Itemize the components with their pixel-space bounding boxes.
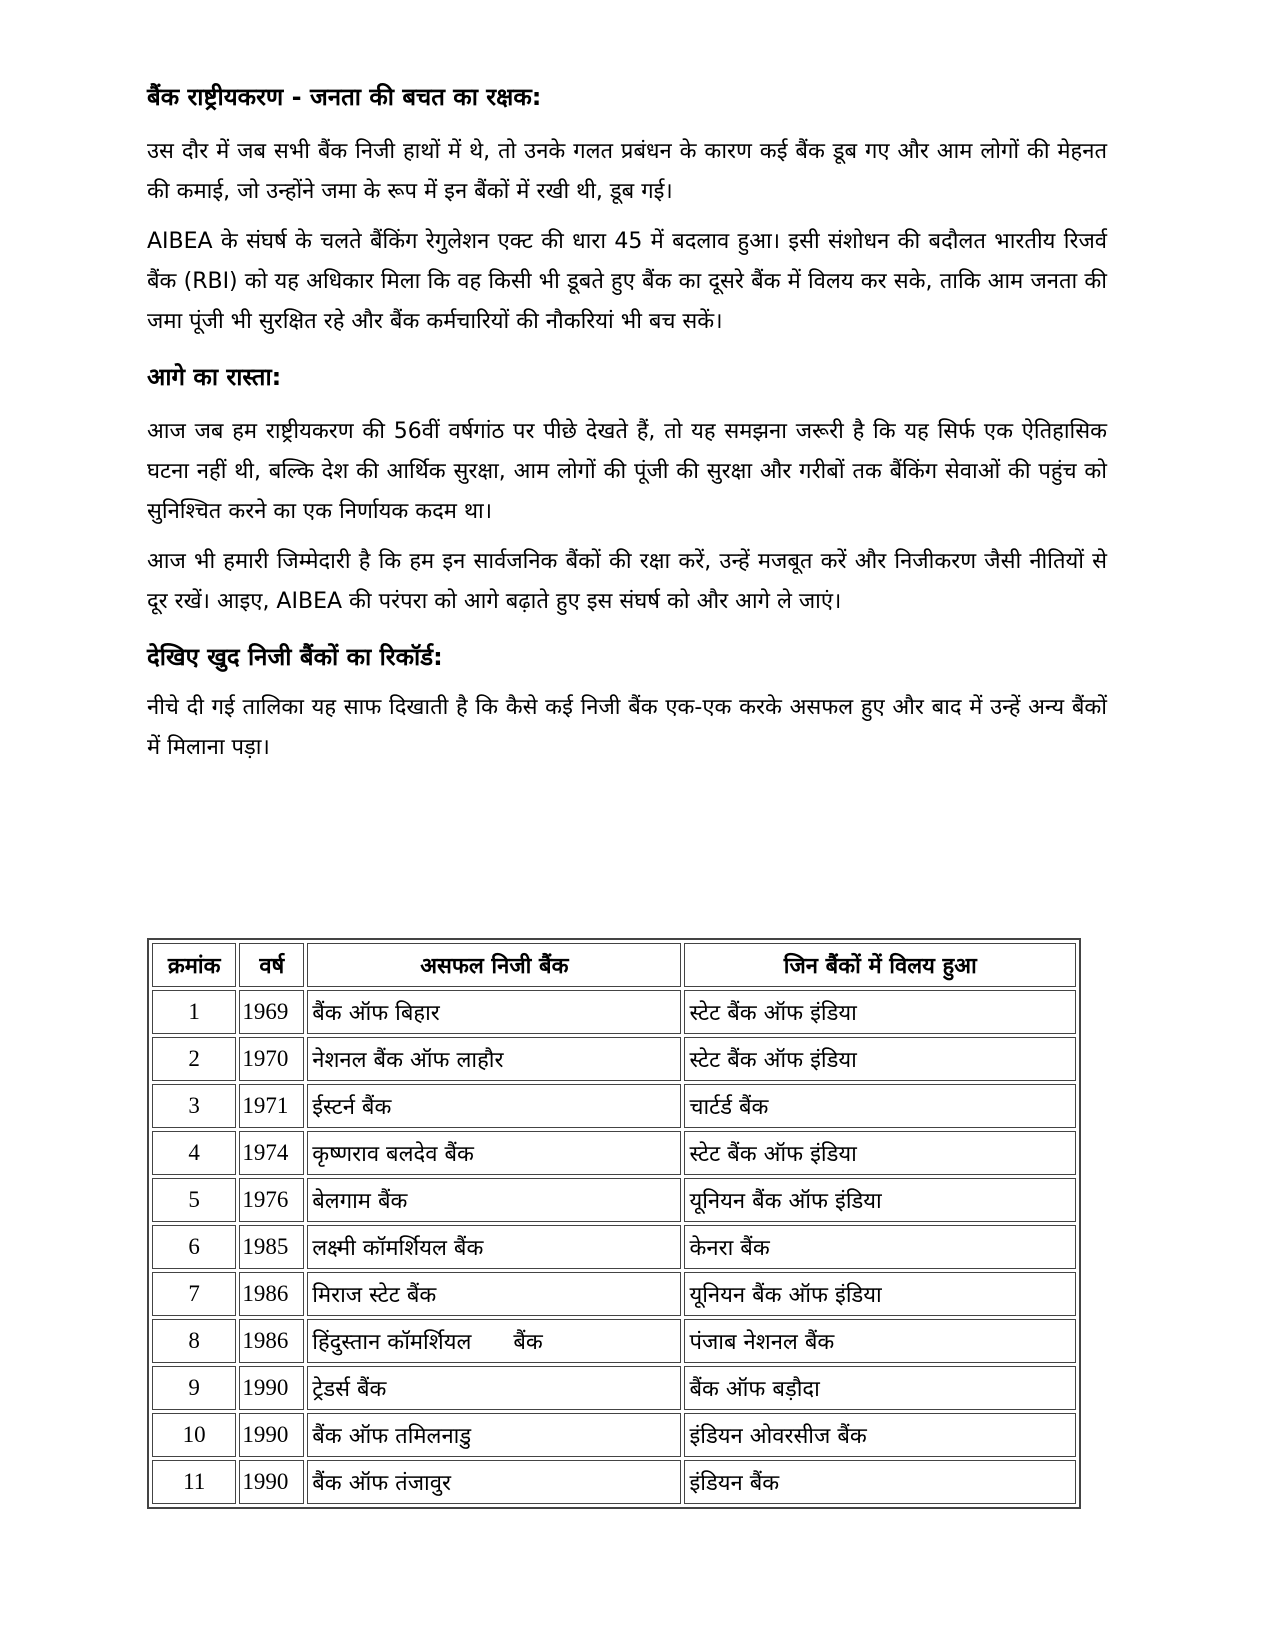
- table-row: [152, 1178, 1076, 1222]
- table-header-row: [152, 943, 1076, 987]
- paragraph-56th-anniversary: आज जब हम राष्ट्रीयकरण की 56वीं वर्षगांठ पर पीछे देखते हैं, तो यह समझना जरूरी है कि यह सिर्फ एक ऐतिहासिक घटना नहीं थी, बल्कि देश की आर्थिक सुरक्षा, आम लोगों की पूंजी की सुरक्षा और गरीबों तक बैंकिंग सेवाओं की पहुंच को सुनिश्चित करने का एक निर्णायक कदम था।: [147, 419, 1107, 524]
- table-row: [152, 1225, 1076, 1269]
- cell-year: 1976: [239, 1178, 304, 1222]
- cell-failed-bank: नेशनल बैंक ऑफ लाहौर: [307, 1037, 681, 1081]
- cell-failed-bank: लक्ष्मी कॉमर्शियल बैंक: [307, 1225, 681, 1269]
- cell-merged-into: इंडियन ओवरसीज बैंक: [684, 1413, 1076, 1457]
- cell-merged-into: पंजाब नेशनल बैंक: [684, 1319, 1076, 1363]
- cell-serial: 5: [152, 1178, 236, 1222]
- table-row: [152, 1366, 1076, 1410]
- cell-merged-into: यूनियन बैंक ऑफ इंडिया: [684, 1272, 1076, 1316]
- table-row: [152, 1460, 1076, 1504]
- cell-year: 1969: [239, 990, 304, 1034]
- cell-serial: 3: [152, 1084, 236, 1128]
- document-body: [147, 80, 1107, 768]
- cell-failed-bank: ट्रेडर्स बैंक: [307, 1366, 681, 1410]
- table-row: [152, 1413, 1076, 1457]
- paragraph-aibea-section-45: AIBEA के संघर्ष के चलते बैंकिंग रेगुलेशन एक्ट की धारा 45 में बदलाव हुआ। इसी संशोधन की बदौलत भारतीय रिजर्व बैंक (RBI) को यह अधिकार मिला कि वह किसी भी डूबते हुए बैंक का दूसरे बैंक में विलय कर सके, ताकि आम जनता की जमा पूंजी भी सुरक्षित रहे और बैंक कर्मचारियों की नौकरियां भी बच सकें।: [147, 229, 1107, 334]
- cell-merged-into: स्टेट बैंक ऑफ इंडिया: [684, 990, 1076, 1034]
- table-row: [152, 1131, 1076, 1175]
- cell-year: 1990: [239, 1366, 304, 1410]
- cell-year: 1971: [239, 1084, 304, 1128]
- cell-year: 1990: [239, 1460, 304, 1504]
- cell-year: 1985: [239, 1225, 304, 1269]
- cell-year: 1986: [239, 1319, 304, 1363]
- cell-year: 1986: [239, 1272, 304, 1316]
- section-heading-way-forward: आगे का रास्ता:: [147, 363, 282, 391]
- paragraph-table-intro: नीचे दी गई तालिका यह साफ दिखाती है कि कैसे कई निजी बैंक एक-एक करके असफल हुए और बाद में उन्हें अन्य बैंकों में मिलाना पड़ा।: [147, 695, 1107, 760]
- table-row: [152, 1319, 1076, 1363]
- failed-banks-table: [147, 938, 1081, 1509]
- cell-year: 1990: [239, 1413, 304, 1457]
- cell-serial: 2: [152, 1037, 236, 1081]
- cell-failed-bank: ईस्टर्न बैंक: [307, 1084, 681, 1128]
- cell-failed-bank: बैंक ऑफ बिहार: [307, 990, 681, 1034]
- cell-failed-bank: कृष्णराव बलदेव बैंक: [307, 1131, 681, 1175]
- section-heading-nationalisation: बैंक राष्ट्रीयकरण - जनता की बचत का रक्षक:: [147, 83, 542, 111]
- table-row: [152, 990, 1076, 1034]
- cell-merged-into: बैंक ऑफ बड़ौदा: [684, 1366, 1076, 1410]
- cell-failed-bank: बैंक ऑफ तंजावुर: [307, 1460, 681, 1504]
- cell-serial: 6: [152, 1225, 236, 1269]
- header-year: वर्ष: [239, 943, 304, 987]
- cell-serial: 9: [152, 1366, 236, 1410]
- paragraph-our-responsibility: आज भी हमारी जिम्मेदारी है कि हम इन सार्वजनिक बैंकों की रक्षा करें, उन्हें मजबूत करें और निजीकरण जैसी नीतियों से दूर रखें। आइए, AIBEA की परंपरा को आगे बढ़ाते हुए इस संघर्ष को और आगे ले जाएं।: [147, 549, 1107, 614]
- cell-year: 1974: [239, 1131, 304, 1175]
- cell-merged-into: स्टेट बैंक ऑफ इंडिया: [684, 1131, 1076, 1175]
- cell-failed-bank: बैंक ऑफ तमिलनाडु: [307, 1413, 681, 1457]
- section-heading-private-bank-record: देखिए खुद निजी बैंकों का रिकॉर्ड:: [147, 643, 443, 671]
- table-row: [152, 1084, 1076, 1128]
- cell-failed-bank: हिंदुस्तान कॉमर्शियल बैंक: [307, 1319, 681, 1363]
- cell-merged-into: स्टेट बैंक ऑफ इंडिया: [684, 1037, 1076, 1081]
- cell-serial: 10: [152, 1413, 236, 1457]
- cell-serial: 4: [152, 1131, 236, 1175]
- header-failed-bank: असफल निजी बैंक: [307, 943, 681, 987]
- cell-merged-into: चार्टर्ड बैंक: [684, 1084, 1076, 1128]
- header-serial-number: क्रमांक: [152, 943, 236, 987]
- cell-merged-into: केनरा बैंक: [684, 1225, 1076, 1269]
- cell-serial: 1: [152, 990, 236, 1034]
- cell-year: 1970: [239, 1037, 304, 1081]
- cell-serial: 8: [152, 1319, 236, 1363]
- cell-merged-into: इंडियन बैंक: [684, 1460, 1076, 1504]
- cell-failed-bank: मिराज स्टेट बैंक: [307, 1272, 681, 1316]
- cell-serial: 7: [152, 1272, 236, 1316]
- header-merged-into: जिन बैंकों में विलय हुआ: [684, 943, 1076, 987]
- cell-failed-bank: बेलगाम बैंक: [307, 1178, 681, 1222]
- cell-merged-into: यूनियन बैंक ऑफ इंडिया: [684, 1178, 1076, 1222]
- paragraph-private-bank-failures: उस दौर में जब सभी बैंक निजी हाथों में थे, तो उनके गलत प्रबंधन के कारण कई बैंक डूब गए और आम लोगों की मेहनत की कमाई, जो उन्होंने जमा के रूप में इन बैंकों में रखी थी, डूब गई।: [147, 139, 1107, 204]
- table-row: [152, 1272, 1076, 1316]
- cell-serial: 11: [152, 1460, 236, 1504]
- table-row: [152, 1037, 1076, 1081]
